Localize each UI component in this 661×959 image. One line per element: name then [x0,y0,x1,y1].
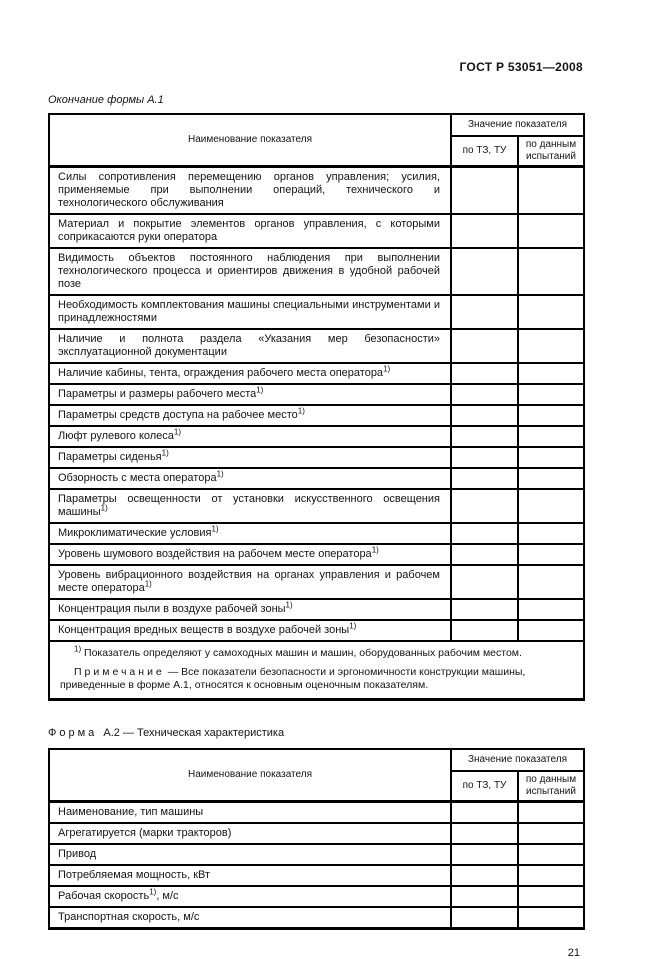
value-by-test-cell [518,489,584,523]
value-by-test-cell [518,426,584,447]
value-by-tz-cell [451,523,518,544]
table-row [49,384,584,405]
table-row [49,620,584,641]
indicator-name-cell: Привод [49,844,451,865]
value-by-tz-cell [451,886,518,907]
column-header-by-tz: по ТЗ, ТУ [451,136,518,167]
value-by-test-cell [518,468,584,489]
column-header-indicator-name: Наименование показателя [49,749,451,802]
value-by-tz-cell [451,405,518,426]
table-row [49,248,584,295]
value-by-tz-cell [451,489,518,523]
form-a1-table-footer [49,641,584,700]
table-row [49,447,584,468]
form-a2-caption [48,727,583,739]
footnote-cell [49,641,584,700]
value-by-tz-cell [451,329,518,363]
value-by-tz-cell [451,865,518,886]
value-by-test-cell [518,329,584,363]
value-by-tz-cell [451,167,518,215]
table-row [49,599,584,620]
value-by-tz-cell [451,907,518,929]
table-row [49,544,584,565]
indicator-name-cell: Параметры и размеры рабочего места$^{1)}$ [49,384,451,405]
table-row [49,523,584,544]
table-row [49,489,584,523]
indicator-name-cell: Уровень шумового воздействия на рабочем месте оператора$^{1)}$ [49,544,451,565]
table-row [49,167,584,215]
table-row [49,823,584,844]
value-by-tz-cell [451,447,518,468]
value-by-test-cell [518,565,584,599]
form-a1-caption: Окончание формы А.1 [48,94,164,106]
form-a1-table [48,113,585,701]
value-by-test-cell [518,295,584,329]
value-by-tz-cell [451,544,518,565]
indicator-name-cell: Потребляемая мощность, кВт [49,865,451,886]
value-by-test-cell [518,886,584,907]
value-by-test-cell [518,405,584,426]
doc-header-title: ГОСТ Р 53051—2008 [459,60,583,74]
value-by-test-cell [518,823,584,844]
column-header-value-group: Значение показателя [451,749,584,771]
value-by-tz-cell [451,426,518,447]
value-by-test-cell [518,865,584,886]
indicator-name-cell: Люфт рулевого колеса$^{1)}$ [49,426,451,447]
indicator-name-cell: Наличие кабины, тента, ограждения рабочего места оператора$^{1)}$ [49,363,451,384]
table-row [49,802,584,824]
value-by-tz-cell [451,295,518,329]
value-by-tz-cell [451,802,518,824]
value-by-tz-cell [451,620,518,641]
value-by-test-cell [518,384,584,405]
indicator-name-cell: Параметры сиденья$^{1)}$ [49,447,451,468]
indicator-name-cell: Необходимость комплектования машины специальными инструментами и принадлежностями [49,295,451,329]
form-a2-rows [49,802,584,929]
table-row [49,844,584,865]
table-row [49,865,584,886]
table-row [49,907,584,929]
table-row [49,214,584,248]
indicator-name-cell: Обзорность с места оператора$^{1)}$ [49,468,451,489]
value-by-tz-cell [451,844,518,865]
value-by-test-cell [518,447,584,468]
indicator-name-cell: Параметры освещенности от установки искусственного освещения машины$^{1)}$ [49,489,451,523]
value-by-tz-cell [451,599,518,620]
value-by-tz-cell [451,565,518,599]
table-row [49,405,584,426]
value-by-test-cell [518,363,584,384]
value-by-test-cell [518,599,584,620]
form-a1-rows [49,167,584,642]
value-by-tz-cell [451,823,518,844]
indicator-name-cell: Силы сопротивления перемещению органов управления; усилия, применяемые при выполнении операций, технического и технологического обслуживания [49,167,451,215]
indicator-name-cell: Рабочая скорость$^{1)}$, м/с [49,886,451,907]
form-a2-caption-text: А.2 — Техническая характеристика [103,727,285,739]
indicator-name-cell: Концентрация вредных веществ в воздухе рабочей зоны$^{1)}$ [49,620,451,641]
value-by-test-cell [518,620,584,641]
indicator-name-cell: Видимость объектов постоянного наблюдения при выполнении технологического процесса и ориентиров движения в удобной рабочей позе [49,248,451,295]
indicator-name-cell: Материал и покрытие элементов органов управления, с которыми соприкасаются руки оператора [49,214,451,248]
note-text: Примечание — Все показатели безопасности и эргономичности конструкции машины, приведенные в форме А.1, относятся к основным оценочным показателям. [60,666,526,691]
form-a2-table [48,748,585,930]
table-row [49,295,584,329]
column-header-by-tz: по ТЗ, ТУ [451,771,518,802]
value-by-test-cell [518,544,584,565]
value-by-test-cell [518,802,584,824]
table-row [49,886,584,907]
indicator-name-cell: Наличие и полнота раздела «Указания мер безопасности» эксплуатационной документации [49,329,451,363]
value-by-tz-cell [451,248,518,295]
form-a1-table-header [49,114,584,167]
table-row [49,468,584,489]
page-number: 21 [567,947,580,959]
indicator-name-cell: Уровень вибрационного воздействия на органах управления и рабочем месте оператора$^{1)}$ [49,565,451,599]
value-by-test-cell [518,523,584,544]
value-by-tz-cell [451,468,518,489]
value-by-test-cell [518,844,584,865]
table-row [49,329,584,363]
indicator-name-cell: Агрегатируется (марки тракторов) [49,823,451,844]
column-header-value-group: Значение показателя [451,114,584,136]
value-by-test-cell [518,167,584,215]
indicator-name-cell: Транспортная скорость, м/с [49,907,451,929]
table-row [49,426,584,447]
table-row [49,363,584,384]
table-row [49,565,584,599]
column-header-by-test: по данным испытаний [518,136,584,167]
value-by-test-cell [518,248,584,295]
form-a2-caption-label: Форма [48,727,98,739]
indicator-name-cell: Наименование, тип машины [49,802,451,824]
footnote-marker: 1) [74,644,82,654]
column-header-indicator-name: Наименование показателя [49,114,451,167]
value-by-tz-cell [451,384,518,405]
value-by-tz-cell [451,363,518,384]
indicator-name-cell: Концентрация пыли в воздухе рабочей зоны$^{1)}$ [49,599,451,620]
indicator-name-cell: Микроклиматические условия$^{1)}$ [49,523,451,544]
indicator-name-cell: Параметры средств доступа на рабочее место$^{1)}$ [49,405,451,426]
footnote-text: $^{1)}$ Показатель определяют у самоходных машин и машин, оборудованных рабочим местом. [74,644,522,659]
form-a2-table-header [49,749,584,802]
column-header-by-test: по данным испытаний [518,771,584,802]
value-by-tz-cell [451,214,518,248]
value-by-test-cell [518,214,584,248]
value-by-test-cell [518,907,584,929]
